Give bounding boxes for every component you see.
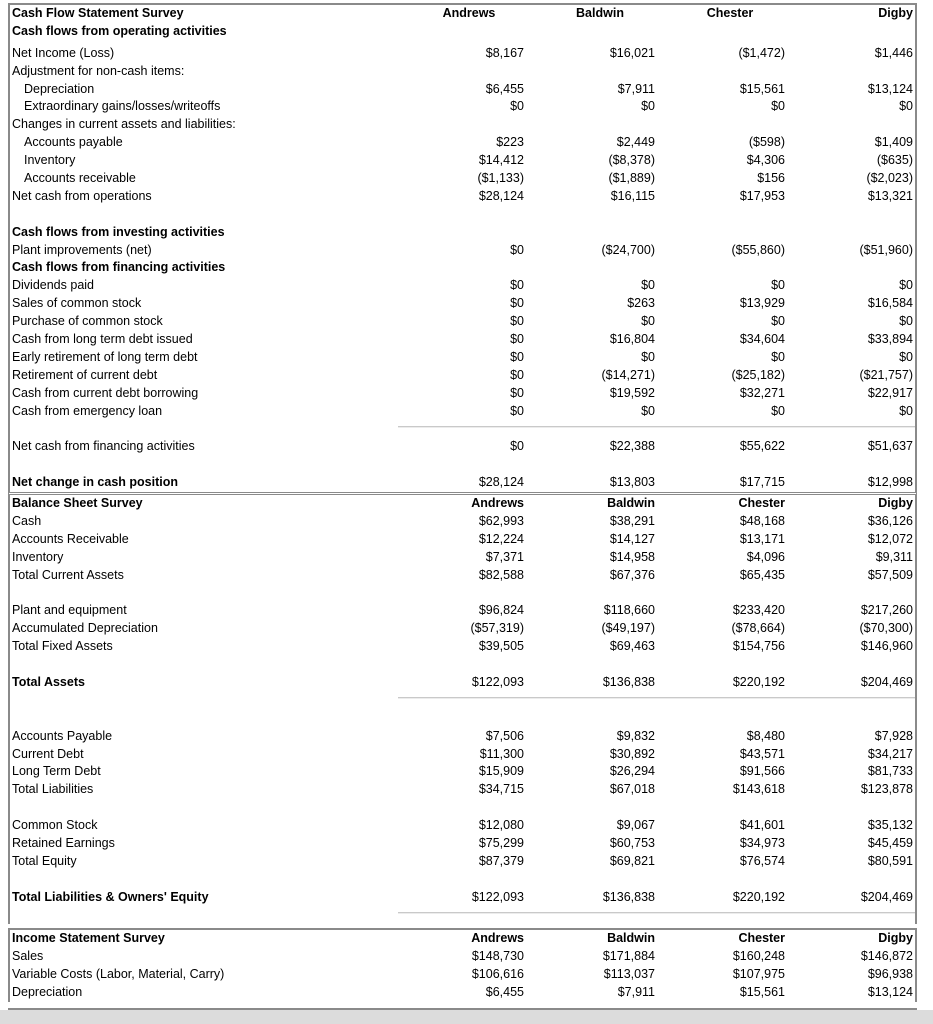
balance-sheet-title: Balance Sheet Survey [12, 496, 143, 511]
col-header-andrews: Andrews [442, 6, 496, 20]
cell: $13,321 [867, 188, 913, 203]
cell: $14,127 [609, 531, 655, 546]
cell: $0 [899, 314, 913, 329]
cell: $43,571 [739, 746, 785, 761]
cell: $7,506 [485, 728, 524, 743]
cell: $38,291 [609, 513, 655, 528]
cell: $7,371 [485, 549, 524, 564]
row-label: Plant improvements (net) [12, 242, 152, 257]
cell: $9,832 [616, 728, 655, 743]
cell: $106,616 [471, 967, 524, 982]
cell: $13,124 [867, 985, 913, 1000]
cell: $160,248 [732, 949, 785, 964]
cell: $36,126 [867, 513, 913, 528]
table-row [10, 277, 915, 295]
cell: ($70,300) [859, 621, 913, 636]
table-row [10, 45, 915, 63]
cell: $2,449 [616, 135, 655, 150]
col-header-digby: Digby [878, 496, 913, 511]
row-label: Inventory [24, 153, 76, 168]
cell: $69,821 [609, 853, 655, 868]
spacer [10, 420, 915, 438]
cell: $11,300 [479, 746, 524, 761]
cell: $33,894 [867, 332, 913, 347]
cell: $123,878 [860, 782, 913, 797]
cell: $39,505 [478, 639, 524, 654]
cell: $96,824 [478, 603, 524, 618]
row-label: Net Income (Loss) [12, 45, 115, 60]
cell: $91,566 [739, 764, 785, 779]
spacer [10, 871, 915, 889]
table-row [10, 966, 915, 984]
col-header-baldwin: Baldwin [607, 496, 655, 511]
cell: $51,637 [867, 439, 913, 454]
horizontal-scrollbar[interactable] [0, 1010, 933, 1024]
row-label: Cash [12, 513, 42, 528]
table-row [10, 746, 915, 764]
cell: $0 [510, 403, 524, 418]
table-row [10, 835, 915, 853]
cell: ($51,960) [859, 242, 913, 257]
cell: $0 [641, 403, 655, 418]
cell: $15,561 [739, 81, 785, 96]
cell: $0 [510, 332, 524, 347]
cell: $0 [899, 278, 913, 293]
cell: $67,018 [609, 782, 655, 797]
cell: $0 [771, 278, 785, 293]
cell: $12,080 [478, 818, 524, 833]
row-label: Cash from current debt borrowing [12, 385, 199, 400]
table-row [10, 531, 915, 549]
cell: ($57,319) [470, 621, 524, 636]
cell: $122,093 [471, 889, 524, 904]
cell: $0 [510, 99, 524, 114]
cell: $22,388 [609, 439, 655, 454]
cell: $96,938 [867, 967, 913, 982]
cell: $55,622 [739, 439, 785, 454]
cell: $19,592 [609, 385, 655, 400]
table-row [10, 853, 915, 871]
cash-flow-header-row [10, 5, 915, 23]
table-row [10, 674, 915, 692]
cell: $28,124 [478, 475, 524, 490]
cell: $0 [510, 242, 524, 257]
row-label: Net change in cash position [12, 475, 178, 490]
cash-flow-title: Cash Flow Statement Survey [12, 6, 184, 20]
row-label: Dividends paid [12, 278, 94, 293]
cell: $34,973 [739, 835, 785, 850]
cell: $14,412 [478, 153, 524, 168]
spacer [10, 710, 915, 728]
cell: $0 [510, 439, 524, 454]
cell: $0 [510, 314, 524, 329]
financial-report [8, 3, 917, 1002]
table-row [10, 349, 915, 367]
col-header-digby: Digby [878, 931, 913, 946]
cell: $8,480 [746, 728, 785, 743]
cell: ($25,182) [731, 367, 785, 382]
col-header-chester: Chester [738, 931, 785, 946]
cell: $69,463 [609, 639, 655, 654]
cell: $156 [757, 171, 785, 186]
cell: $220,192 [732, 674, 785, 689]
cell: $6,455 [485, 81, 524, 96]
row-label: Variable Costs (Labor, Material, Carry) [12, 967, 225, 982]
table-row [10, 602, 915, 620]
cell: $263 [627, 296, 655, 311]
cell: $16,115 [610, 188, 655, 203]
cell: $17,953 [739, 188, 785, 203]
cell: ($49,197) [601, 621, 655, 636]
table-row [10, 474, 915, 492]
row-label: Accounts Receivable [12, 531, 129, 546]
cell: $223 [496, 135, 524, 150]
row-label: Cash from long term debt issued [12, 332, 193, 347]
row-label: Retirement of current debt [12, 367, 158, 382]
cell: $0 [899, 349, 913, 364]
cell: $220,192 [732, 889, 785, 904]
table-row [10, 728, 915, 746]
row-label: Depreciation [12, 985, 83, 1000]
row-label: Purchase of common stock [12, 314, 163, 329]
cell: $0 [510, 296, 524, 311]
cell: $9,067 [616, 818, 655, 833]
table-row [10, 152, 915, 170]
col-header-chester: Chester [706, 6, 754, 20]
cell: $14,958 [609, 549, 655, 564]
investing-heading-row [10, 224, 915, 242]
cell: $143,618 [732, 782, 785, 797]
cell: ($14,271) [601, 367, 655, 382]
cell: $76,574 [739, 853, 785, 868]
cell: $217,260 [860, 603, 913, 618]
cell: ($78,664) [731, 621, 785, 636]
table-row [10, 188, 915, 206]
row-label: Current Debt [12, 746, 84, 761]
cell: $67,376 [609, 567, 655, 582]
cell: $0 [641, 349, 655, 364]
cell: $233,420 [732, 603, 785, 618]
cell: $107,975 [732, 967, 785, 982]
cell: ($635) [876, 153, 913, 168]
divider [398, 426, 915, 427]
cell: ($1,472) [738, 45, 785, 60]
row-label: Depreciation [24, 81, 95, 96]
balance-sheet-section [8, 492, 917, 924]
row-label: Accounts Payable [12, 728, 113, 743]
cell: $13,171 [739, 531, 785, 546]
row-label: Accounts payable [24, 135, 123, 150]
row-label: Inventory [12, 549, 64, 564]
table-row [10, 313, 915, 331]
cell: $30,892 [609, 746, 655, 761]
row-label: Total Fixed Assets [12, 639, 113, 654]
table-row [10, 98, 915, 116]
cell: $171,884 [602, 949, 655, 964]
cell: $45,459 [867, 835, 913, 850]
cell: ($1,133) [477, 171, 524, 186]
cell: $0 [899, 99, 913, 114]
cell: $0 [771, 349, 785, 364]
cell: $0 [641, 278, 655, 293]
cell: $57,509 [867, 567, 913, 582]
table-row [10, 170, 915, 188]
table-row [10, 242, 915, 260]
spacer [10, 692, 915, 710]
cell: $16,021 [609, 45, 655, 60]
financing-heading-row [10, 259, 915, 277]
cell: ($24,700) [601, 242, 655, 257]
table-row [10, 295, 915, 313]
cell: $0 [771, 403, 785, 418]
row-label: Plant and equipment [12, 603, 127, 618]
table-row [10, 385, 915, 403]
cell: $9,311 [875, 549, 913, 564]
table-row [10, 781, 915, 799]
cell: $146,872 [860, 949, 913, 964]
cell: $28,124 [478, 188, 524, 203]
col-header-baldwin: Baldwin [607, 931, 655, 946]
cell: $34,715 [478, 782, 524, 797]
cell: $75,299 [478, 835, 524, 850]
cell: $80,591 [867, 853, 913, 868]
row-label: Sales of common stock [12, 296, 142, 311]
row-label: Common Stock [12, 818, 98, 833]
spacer [10, 799, 915, 817]
cell: $12,998 [867, 475, 913, 490]
cell: $35,132 [867, 818, 913, 833]
financing-heading: Cash flows from financing activities [12, 260, 226, 275]
table-row [10, 620, 915, 638]
cell: $7,911 [617, 81, 655, 96]
row-label: Long Term Debt [12, 764, 101, 779]
table-row [10, 948, 915, 966]
cell: $48,168 [739, 513, 785, 528]
row-label: Net cash from operations [12, 188, 152, 203]
balance-header-row [10, 495, 915, 513]
col-header-chester: Chester [738, 496, 785, 511]
cell: $0 [771, 314, 785, 329]
table-row [10, 331, 915, 349]
cell: $4,096 [746, 549, 785, 564]
table-row [10, 367, 915, 385]
row-label: Retained Earnings [12, 835, 115, 850]
cell: $13,803 [609, 475, 655, 490]
row-label: Sales [12, 949, 44, 964]
row-label: Total Current Assets [12, 567, 124, 582]
cell: ($55,860) [731, 242, 785, 257]
table-row [10, 567, 915, 585]
cell: $32,271 [739, 385, 785, 400]
table-row [10, 817, 915, 835]
row-label: Total Liabilities & Owners' Equity [12, 889, 209, 904]
spacer [10, 456, 915, 474]
table-row [10, 81, 915, 99]
cell: $204,469 [860, 674, 913, 689]
cell: $146,960 [860, 639, 913, 654]
divider [398, 912, 915, 913]
table-row [10, 134, 915, 152]
cell: $122,093 [471, 674, 524, 689]
table-row [10, 638, 915, 656]
cell: $87,379 [478, 853, 524, 868]
cell: $0 [641, 314, 655, 329]
row-label: Total Equity [12, 853, 77, 868]
table-row [10, 403, 915, 421]
cell: $12,072 [867, 531, 913, 546]
cell: $118,660 [603, 603, 655, 618]
adjustment-row [10, 63, 915, 81]
cell: $136,838 [602, 889, 655, 904]
cell: $34,604 [739, 332, 785, 347]
spacer [10, 206, 915, 224]
table-row [10, 984, 915, 1002]
table-row [10, 513, 915, 531]
operating-heading-row [10, 23, 915, 41]
cell: ($598) [748, 135, 785, 150]
spacer [10, 585, 915, 603]
cell: $136,838 [602, 674, 655, 689]
cell: $13,929 [739, 296, 785, 311]
cell: $81,733 [867, 764, 913, 779]
cell: $0 [510, 367, 524, 382]
income-statement-title: Income Statement Survey [12, 931, 165, 946]
row-label: Adjustment for non-cash items: [12, 63, 185, 78]
spacer [10, 656, 915, 674]
row-label: Net cash from financing activities [12, 439, 195, 454]
row-label: Accounts receivable [24, 171, 136, 186]
cell: ($8,378) [608, 153, 655, 168]
cell: $7,928 [874, 728, 913, 743]
cell: $0 [510, 349, 524, 364]
cell: $41,601 [739, 818, 785, 833]
table-row [10, 549, 915, 567]
cell: $6,455 [485, 985, 524, 1000]
cell: $15,561 [739, 985, 785, 1000]
table-row [10, 763, 915, 781]
cell: $22,917 [867, 385, 913, 400]
cell: $26,294 [609, 764, 655, 779]
cell: $12,224 [478, 531, 524, 546]
income-statement-section [8, 928, 917, 1002]
col-header-baldwin: Baldwin [576, 6, 624, 20]
cell: $15,909 [478, 764, 524, 779]
cell: $34,217 [867, 746, 913, 761]
row-label: Total Assets [12, 674, 85, 689]
cell: $60,753 [609, 835, 655, 850]
cell: $1,409 [874, 135, 913, 150]
row-label: Extraordinary gains/losses/writeoffs [24, 99, 221, 114]
cell: $1,446 [874, 45, 913, 60]
cell: $13,124 [867, 81, 913, 96]
divider [398, 697, 915, 698]
cell: $4,306 [746, 153, 785, 168]
cell: $204,469 [860, 889, 913, 904]
cell: $82,588 [478, 567, 524, 582]
col-header-andrews: Andrews [471, 496, 524, 511]
cell: $0 [641, 99, 655, 114]
cell: $16,804 [609, 332, 655, 347]
cell: ($1,889) [608, 171, 655, 186]
col-header-andrews: Andrews [471, 931, 524, 946]
cell: $148,730 [471, 949, 524, 964]
cell: $65,435 [739, 567, 785, 582]
spacer [10, 907, 915, 925]
changes-row [10, 116, 915, 134]
cell: $0 [510, 278, 524, 293]
cell: $113,037 [603, 967, 655, 982]
income-header-row [10, 930, 915, 948]
col-header-digby: Digby [878, 6, 913, 20]
row-label: Changes in current assets and liabilities: [12, 117, 236, 132]
table-row [10, 889, 915, 907]
row-label: Early retirement of long term debt [12, 349, 198, 364]
cell: $62,993 [478, 513, 524, 528]
row-label: Accumulated Depreciation [12, 621, 158, 636]
table-row [10, 438, 915, 456]
cell: $0 [771, 99, 785, 114]
cell: $17,715 [739, 475, 785, 490]
cell: $16,584 [867, 296, 913, 311]
cell: $8,167 [485, 45, 524, 60]
cell: $0 [899, 403, 913, 418]
cell: ($21,757) [859, 367, 913, 382]
cash-flow-section [8, 3, 917, 492]
cell: $154,756 [732, 639, 785, 654]
cell: $7,911 [617, 985, 655, 1000]
operating-heading: Cash flows from operating activities [12, 23, 227, 38]
cell: ($2,023) [866, 171, 913, 186]
row-label: Cash from emergency loan [12, 403, 163, 418]
investing-heading: Cash flows from investing activities [12, 224, 225, 239]
cell: $0 [510, 385, 524, 400]
row-label: Total Liabilities [12, 782, 94, 797]
